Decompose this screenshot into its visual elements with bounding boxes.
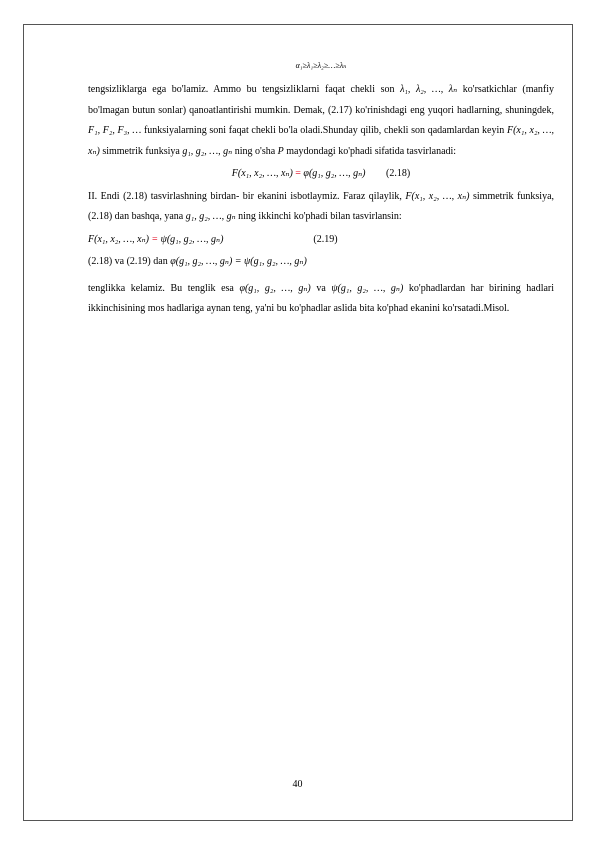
p4-psi-poly: ψ(g₁, g₂, …, gₙ): [331, 282, 404, 294]
p2-f-function: F(x₁, x₂, …, xₙ): [405, 190, 470, 202]
eq-2-18-equals: =: [295, 168, 301, 179]
p1-f-list: F₁, F₂, F₃, …: [88, 125, 142, 136]
p2-g-list: g₁, g₂, …, gₙ: [185, 211, 236, 222]
p2-text-a: II. Endi (2.18) tasvirlashning birdan- bir ekanini isbotlaymiz. Faraz qilaylik,: [88, 190, 402, 202]
p4-text-a: tenglikka kelamiz. Bu tenglik esa: [88, 282, 234, 294]
equation-2-19: [88, 230, 554, 251]
paragraph-4: [88, 279, 554, 320]
eq-2-18-lhs: F(x₁, x₂, …, xₙ): [231, 168, 293, 179]
paragraph-1: [88, 80, 554, 162]
p1-g-list: g₁, g₂, …, gₙ: [182, 145, 233, 157]
p1-field-p: P: [277, 145, 284, 157]
p2-text-e: ning ikkinchi ko'phadi bilan tasvirlansin:: [238, 211, 402, 222]
page-number: 40: [292, 779, 303, 790]
p1-f-function: F(x₁, x₂, …, xₙ): [88, 125, 555, 157]
p2-text-c: simmetrik funksiya, (2.18) dan bashqa, yana: [88, 190, 555, 222]
p3-equality: φ(g₁, g₂, …, gₙ) = ψ(g₁, g₂, …, gₙ): [170, 256, 307, 267]
p4-text-e: ko'phadlardan har birining hadlari ikkinchisining mos hadlariga aynan teng, ya'ni bu ko'phadlar aslida bita ko'phad ekanini ko'rsatadi.Misol.: [88, 282, 555, 314]
page-content: [88, 56, 554, 320]
paragraph-3: [88, 252, 554, 273]
eq-2-18-label: (2.18): [386, 168, 411, 179]
eq-2-19-rhs: ψ(g₁, g₂, …, gₙ): [160, 233, 224, 245]
p4-text-c: va: [316, 282, 326, 294]
eq-2-19-lhs: F(x₁, x₂, …, xₙ): [88, 233, 149, 245]
eq-2-19-label: (2.19): [313, 233, 338, 245]
p1-text-g: simmetrik funksiya: [102, 145, 180, 157]
p1-text-a: tengsizliklarga ega bo'lamiz. Ammo bu tengsizliklarni faqat chekli son: [88, 84, 395, 95]
p1-text-e: funksiyalarning soni faqat chekli bo'la oladi.Shunday qilib, chekli son qadamlardan keyin: [143, 125, 505, 136]
equation-2-18: [88, 164, 554, 185]
p1-lambda-list: λ₁, λ₂, …, λₙ: [400, 84, 458, 95]
p1-text-c: ko'rsatkichlar (manfiy bo'lmagan butun sonlar) qanoatlantirishi mumkin. Demak, (2.17) ko'rinishdagi eng yuqori hadlarning, shuningdek,: [88, 84, 555, 116]
inequality-chain: α₁≥λ₁≥λ₂≥…≥λₙ: [295, 61, 347, 70]
p3-text-a: (2.18) va (2.19) dan: [88, 256, 168, 267]
p1-text-k: maydondagi ko'phadi sifatida tasvirlanadi:: [286, 145, 457, 157]
p1-text-i: ning o'sha: [234, 145, 276, 157]
eq-2-18-rhs: φ(g₁, g₂, …, gₙ): [303, 168, 366, 179]
p4-phi-poly: φ(g₁, g₂, …, gₙ): [239, 282, 311, 294]
eq-2-19-equals: =: [151, 233, 158, 245]
paragraph-2: [88, 187, 554, 228]
